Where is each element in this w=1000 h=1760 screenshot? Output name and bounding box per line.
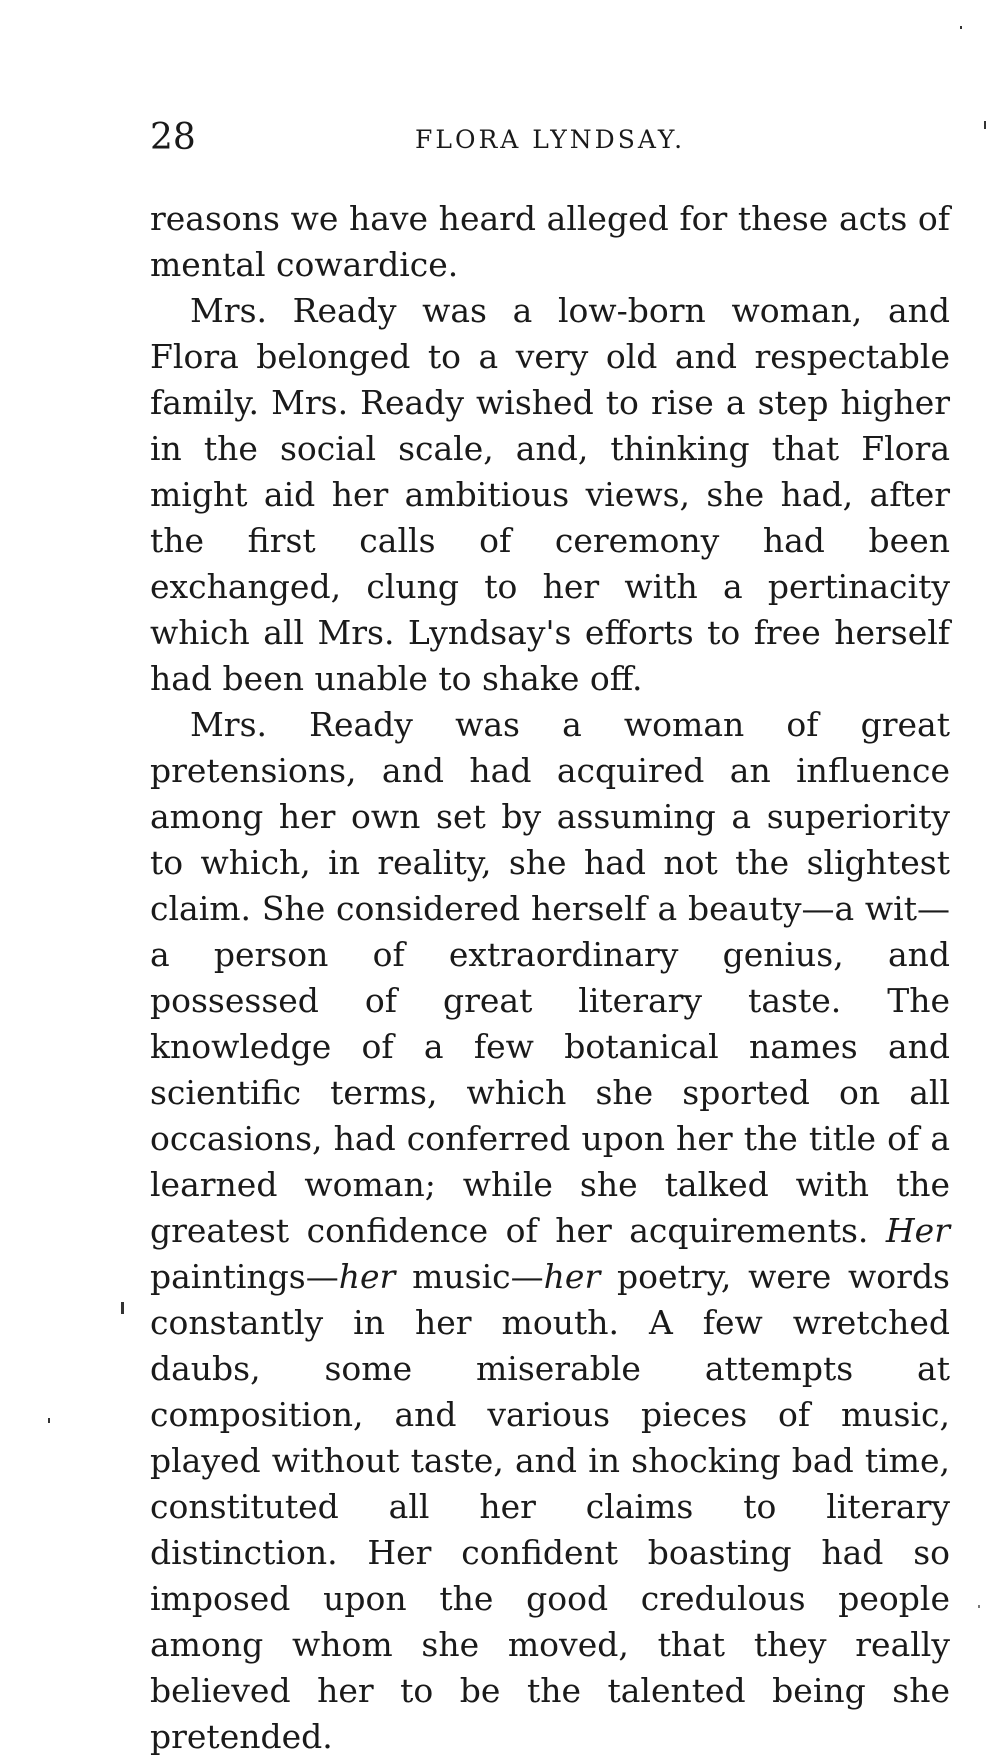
- page-header: [150, 118, 950, 158]
- paragraph-3-italic-3: her: [543, 1257, 601, 1296]
- body-text: [150, 196, 950, 1760]
- paragraph-3-text-d: poetry, were words constantly in her mouth. A few wretched daubs, some miserable attempts at composition, and various pieces of music, played without taste, and in shocking bad time, constituted all her claims to literary distinction. Her confident boasting had so imposed upon the good credulous people among whom she moved, that they really believed her to be the talented being she pretended.: [150, 1257, 950, 1756]
- paragraph-3-italic-2: her: [338, 1257, 396, 1296]
- paragraph-3: [150, 702, 950, 1760]
- paragraph-3-text-b: paintings—: [150, 1257, 339, 1296]
- paragraph-3-text-c: music—: [395, 1257, 544, 1296]
- paragraph-3-italic-1: Her: [885, 1211, 950, 1250]
- paragraph-1: reasons we have heard alleged for these acts of mental cowardice.: [150, 199, 950, 284]
- paragraph-2: Mrs. Ready was a low-born woman, and Flora belonged to a very old and respectable family. Mrs. Ready wished to rise a step higher in the social scale, and, thinking that Flora might aid her ambitious views, she had, after the first calls of ceremony had been exchanged, clung to her with a pertinacity which all Mrs. Lyndsay's efforts to free herself had been unable to shake off.: [150, 291, 950, 698]
- paragraph-3-text-a: Mrs. Ready was a woman of great pretensions, and had acquired an influence among her own set by assuming a superiority to which, in reality, she had not the slightest claim. She considered herself a beauty—a wit—a person of extraordinary genius, and possessed of great literary taste. The knowledge of a few botanical names and scientific terms, which she sported on all occasions, had conferred upon her the title of a learned woman; while she talked with the greatest confidence of her acquirements.: [150, 705, 950, 1250]
- page-number: 28: [150, 117, 196, 158]
- running-title: FLORA LYNDSAY.: [415, 125, 686, 154]
